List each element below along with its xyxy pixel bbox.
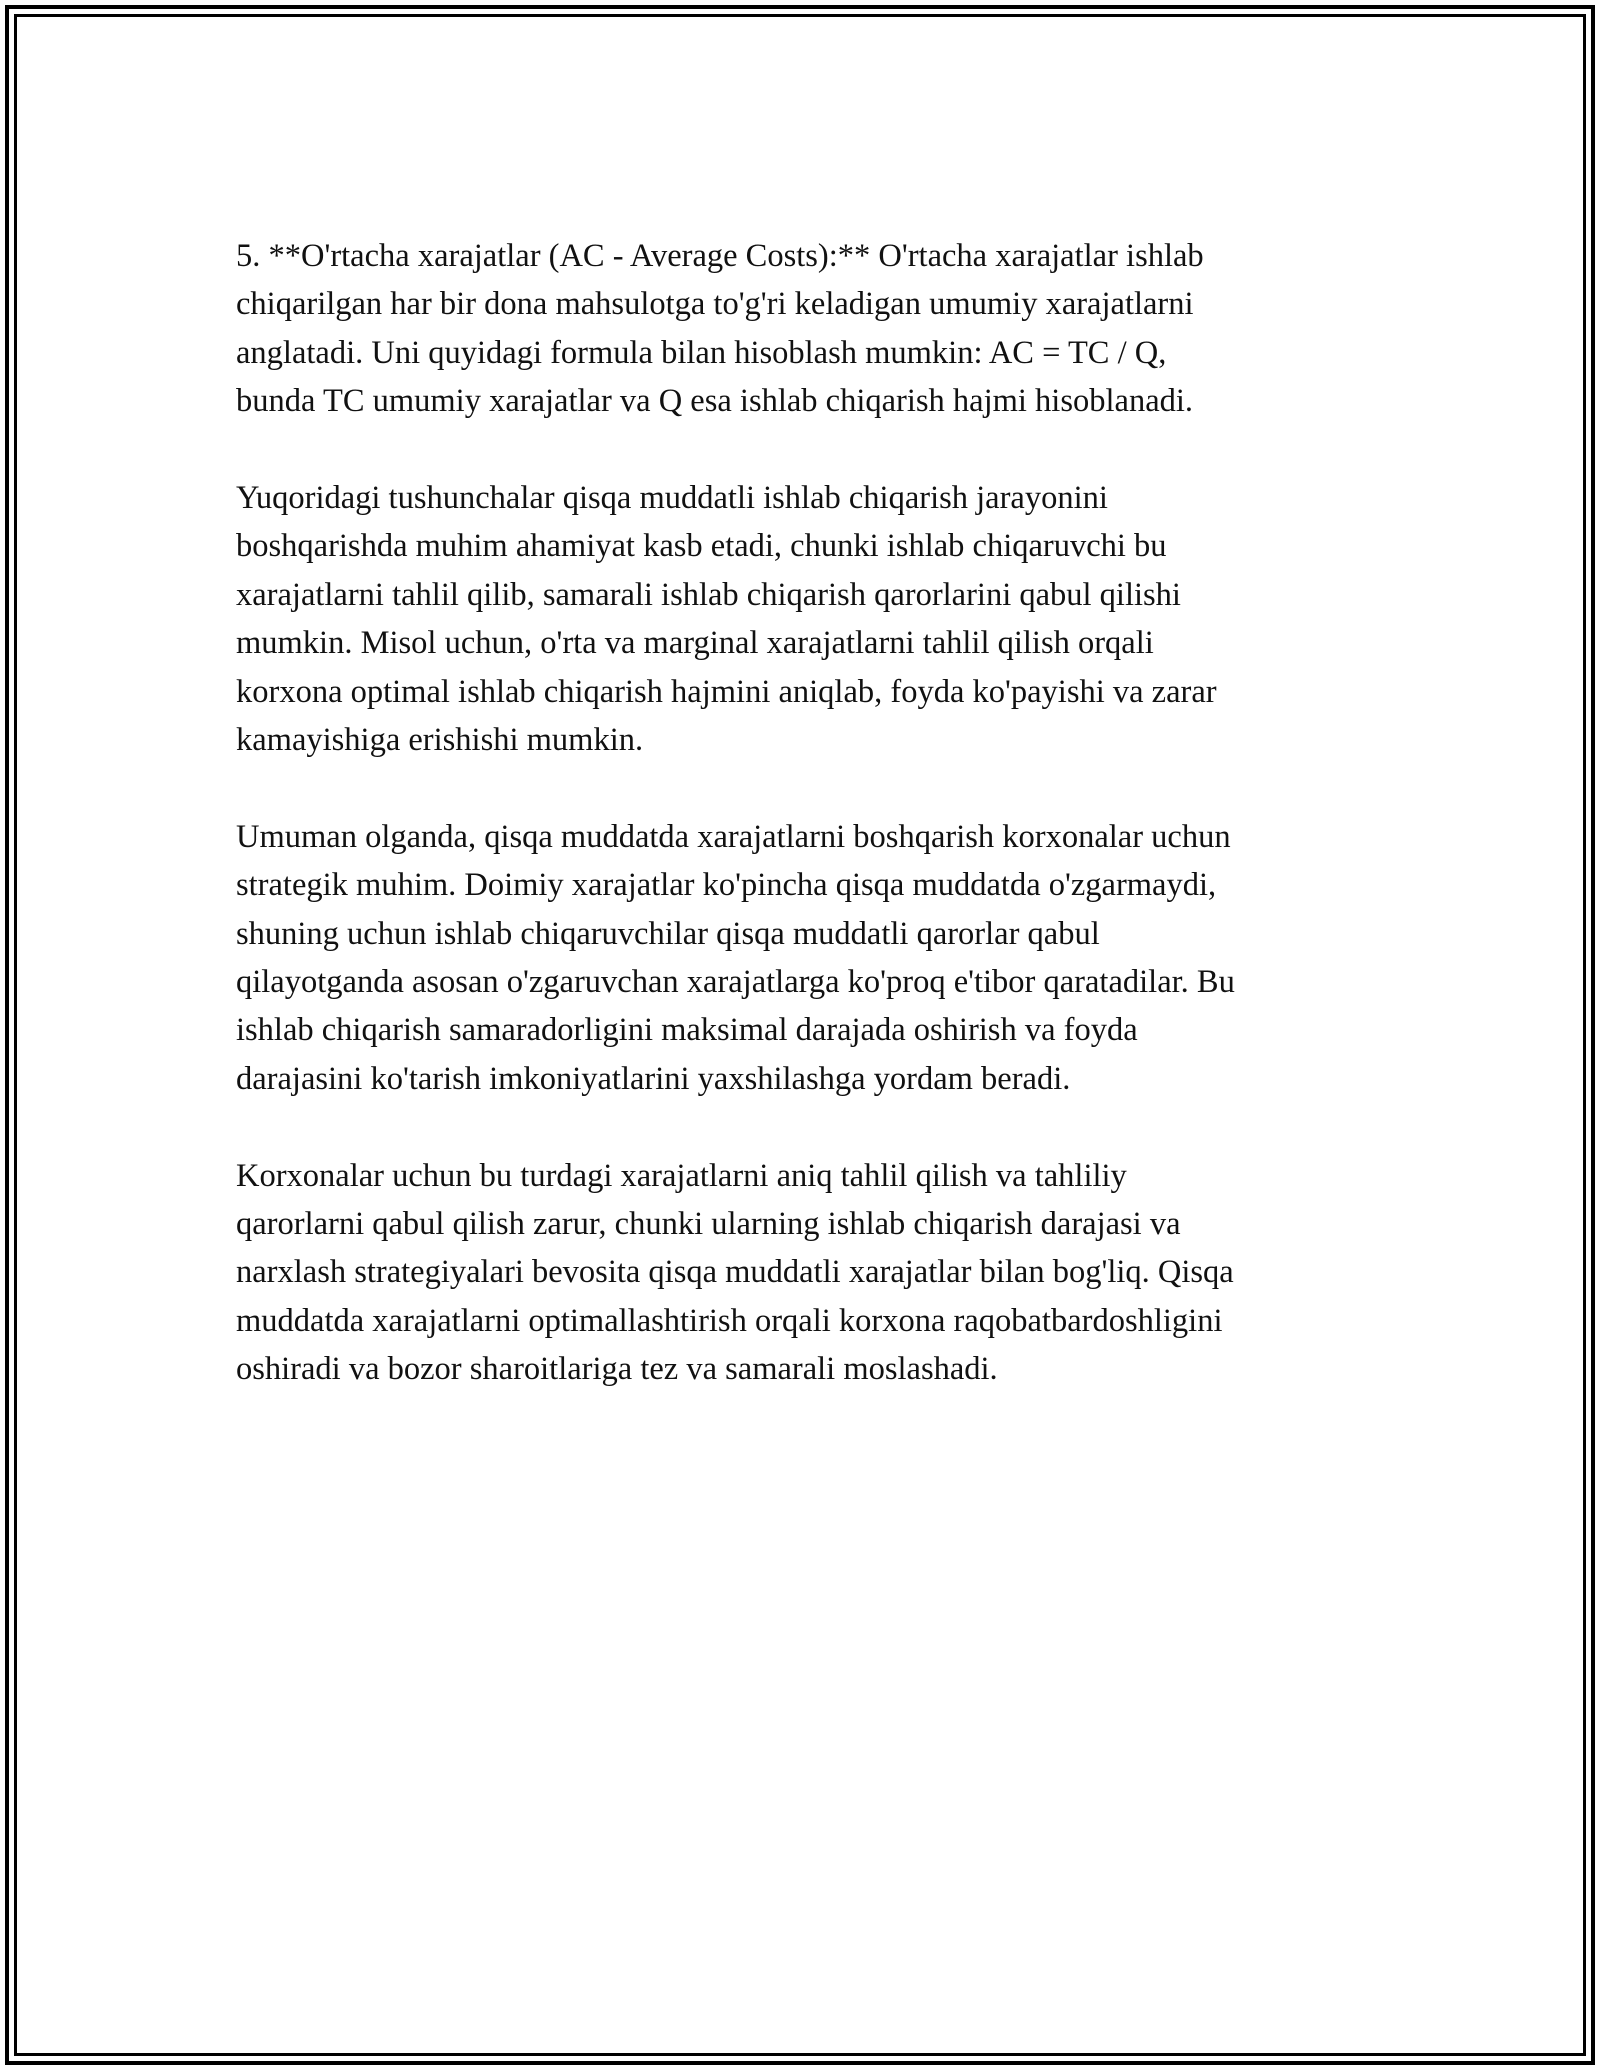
paragraph-competitiveness: Korxonalar uchun bu turdagi xarajatlarni aniq tahlil qilish va tahliliy qarorlarni qabul qilish zarur, chunki ularning ishlab chiqarish darajasi va narxlash strategiyalari bevosita qisqa muddatli xarajatlar bilan bog'liq. Qisqa muddatda xarajatlarni optimallashtirish orqali korxona raqobatbardoshligini oshiradi va bozor sharoitlariga tez va samarali moslashadi. — [236, 1157, 1234, 1388]
paragraph-average-costs: 5. **O'rtacha xarajatlar (AC - Average Costs):** O'rtacha xarajatlar ishlab chiqarilgan har bir dona mahsulotga to'g'ri keladigan umumiy xarajatlarni anglatadi. Uni quyidagi formula bilan hisoblash mumkin: AC = TC / Q, bunda TC umumiy xarajatlar va Q esa ishlab chiqarish hajmi hisoblanadi. — [236, 238, 1204, 420]
document-body — [236, 232, 1376, 1442]
paragraph-cost-management: Umuman olganda, qisqa muddatda xarajatlarni boshqarish korxonalar uchun strategik muhim. Doimiy xarajatlar ko'pincha qisqa muddatda o'zgarmaydi, shuning uchun ishlab chiqaruvchilar qisqa muddatli qarorlar qabul qilayotganda asosan o'zgaruvchan xarajatlarga ko'proq e'tibor qaratadilar. Bu ishlab chiqarish samaradorligini maksimal darajada oshirish va foyda darajasini ko'tarish imkoniyatlarini yaxshilashga yordam beradi. — [236, 818, 1235, 1097]
paragraph-short-run-concepts: Yuqoridagi tushunchalar qisqa muddatli ishlab chiqarish jarayonini boshqarishda muhim ahamiyat kasb etadi, chunki ishlab chiqaruvchi bu xarajatlarni tahlil qilib, samarali ishlab chiqarish qarorlarini qabul qilishi mumkin. Misol uchun, o'rta va marginal xarajatlarni tahlil qilish orqali korxona optimal ishlab chiqarish hajmini aniqlab, foyda ko'payishi va zarar kamayishiga erishishi mumkin. — [236, 480, 1217, 759]
